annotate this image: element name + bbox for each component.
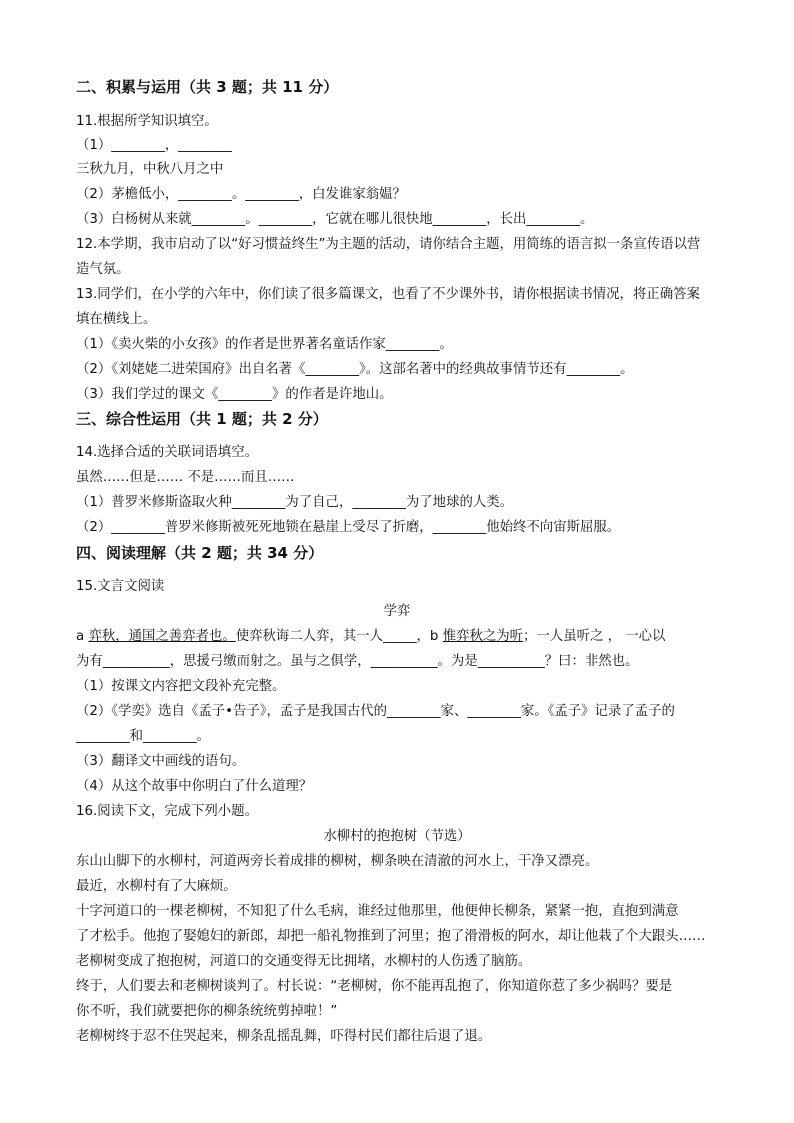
- passage-middle: 使弈秋诲二人弈，其一人_____，b: [235, 629, 443, 644]
- question-11: 11.根据所学知识填空。: [76, 114, 218, 129]
- question-14: 14.选择合适的关联词语填空。: [76, 445, 258, 460]
- section-heading-2: 二、积累与运用（共 3 题；共 11 分）: [76, 78, 339, 96]
- section-heading-4: 四、阅读理解（共 2 题；共 34 分）: [76, 544, 324, 562]
- passage-xueyi-line-2: 为有__________，思援弓缴而射之。虽与之俱学，__________。为是__________？曰：非然也。: [76, 654, 639, 669]
- question-15-item-4: （4）从这个故事中你明白了什么道理？: [76, 779, 313, 794]
- question-15-item-3: （3）翻译文中画线的语句。: [76, 754, 246, 769]
- passage-title-xueyi: 学弈: [383, 604, 411, 619]
- passage-end: ；一人虽听之 ， 一心以: [523, 629, 666, 644]
- question-13-item-2: （2）《刘姥姥二进荣国府》出自名著《________》。这部名著中的经典故事情节还有________。: [76, 362, 634, 377]
- passage-16-paragraph-2: 最近，水柳村有了大麻烦。: [76, 879, 237, 894]
- question-11-item-2: （2）茅檐低小，________。________，白发谁家翁媪？: [76, 187, 406, 202]
- question-13-item-3: （3）我们学过的课文《________》的作者是许地山。: [76, 387, 393, 402]
- question-15: 15.文言文阅读: [76, 579, 165, 594]
- question-15-item-1: （1）按课文内容把文段补充完整。: [76, 679, 286, 694]
- passage-16-paragraph-3-line-1: 十字河道口的一棵老柳树，不知犯了什么毛病，谁经过他那里，他便伸长柳条，紧紧一抱，直抱到满意: [76, 904, 679, 919]
- passage-title-hug-tree: 水柳村的抱抱树（节选）: [323, 829, 471, 844]
- question-14-options: 虽然……但是…… 不是……而且……: [76, 470, 295, 485]
- passage-16-paragraph-5: 老柳树终于忍不住哭起来，柳条乱摇乱舞，吓得村民们都往后退了退。: [76, 1029, 492, 1044]
- question-15-item-2-line-2: ________和________。: [76, 729, 210, 744]
- question-13-line-2: 填在横线上。: [76, 312, 157, 327]
- question-13-item-1: （1）《卖火柴的小女孩》的作者是世界著名童话作家________。: [76, 337, 453, 352]
- passage-16-paragraph-1: 东山山脚下的水柳村，河道两旁长着成排的柳树，柳条映在清澈的河水上，干净又漂亮。: [76, 854, 599, 869]
- question-12-line-1: 12.本学期，我市启动了以“好习惯益终生”为主题的活动，请你结合主题，用简练的语言拟一条宣传语以营: [76, 237, 701, 252]
- question-13-line-1: 13.同学们，在小学的六年中，你们读了很多篇课文，也看了不少课外书，请你根据读书情况，将正确答案: [76, 287, 700, 302]
- question-11-text: 三秋九月，中秋八月之中: [76, 162, 224, 177]
- question-14-item-2: （2）________普罗米修斯被死死地锁在悬崖上受尽了折磨，________他始终不向宙斯屈服。: [76, 520, 621, 535]
- question-12-line-2: 造气氛。: [76, 262, 130, 277]
- question-16: 16.阅读下文，完成下列小题。: [76, 804, 258, 819]
- passage-16-paragraph-4-line-2: 你不听，我们就要把你的柳条统统剪掉啦！”: [76, 1004, 338, 1019]
- underlined-sentence-b: 惟弈秋之为听: [442, 629, 524, 644]
- question-14-item-1: （1）普罗米修斯盗取火种________为了自己，________为了地球的人类。: [76, 495, 514, 510]
- question-15-item-2-line-1: （2）《学奕》选自《孟子•告子》，孟子是我国古代的________家、________家。《孟子》记录了孟子的: [76, 704, 675, 719]
- passage-16-paragraph-4-line-1: 终于，人们要去和老柳树谈判了。村长说：“老柳树，你不能再乱抱了，你知道你惹了多少祸吗？要是: [76, 979, 673, 994]
- passage-lead: a: [76, 629, 89, 644]
- question-11-item-1: （1）________，________: [76, 138, 232, 153]
- passage-16-paragraph-3-line-2: 了才松手。他抱了娶媳妇的新郎，却把一船礼物推到了河里；抱了滑滑板的阿水，却让他栽了个大跟头……: [76, 929, 706, 944]
- section-heading-3: 三、综合性运用（共 1 题；共 2 分）: [76, 410, 328, 428]
- passage-16-paragraph-3-line-3: 老柳树变成了抱抱树，河道口的交通变得无比拥堵，水柳村的人伤透了脑筋。: [76, 954, 532, 969]
- question-11-item-3: （3）白杨树从来就________。________，它就在哪儿很快地________，长出________。: [76, 212, 594, 227]
- passage-xueyi-line-1: [76, 628, 665, 646]
- underlined-sentence-a: 弈秋，通国之善弈者也。: [88, 629, 236, 644]
